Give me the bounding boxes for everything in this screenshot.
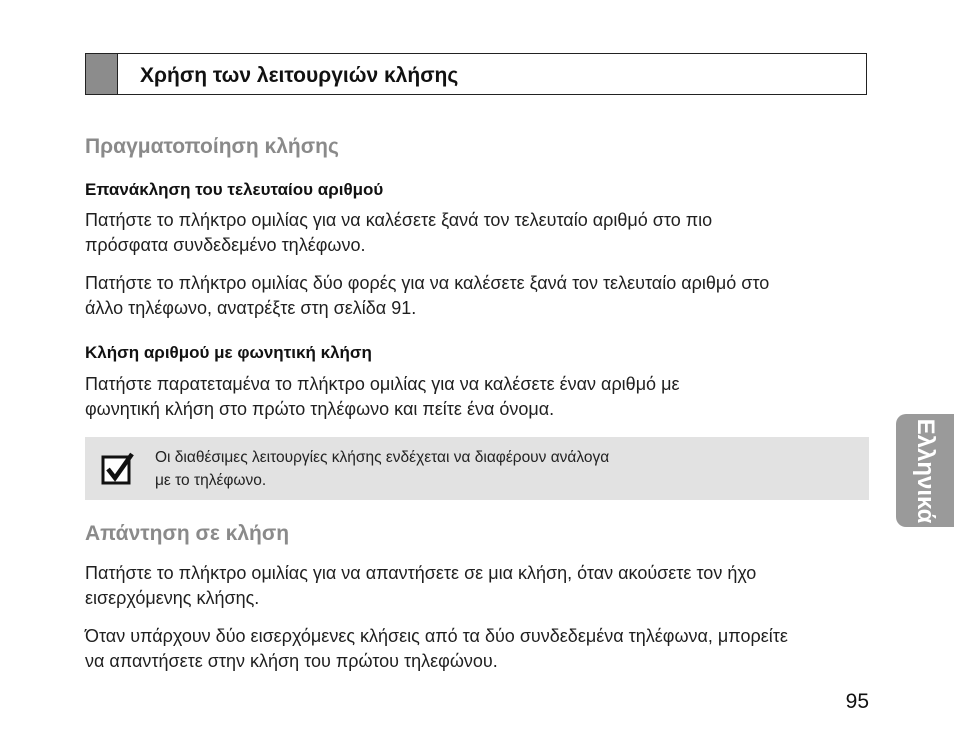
section-header-bar <box>85 53 867 95</box>
note-text <box>155 446 795 492</box>
text-line: με το τηλέφωνο. <box>155 472 267 489</box>
section-title: Χρήση των λειτουργιών κλήσης <box>140 64 459 87</box>
answering-paragraph-1 <box>85 561 875 611</box>
redial-heading: Επανάκληση του τελευταίου αριθμού <box>85 180 384 199</box>
text-line: φωνητική κλήση στο πρώτο τηλέφωνο και πείτε ένα όνομα. <box>85 399 555 419</box>
redial-paragraph-1 <box>85 208 875 258</box>
text-line: Οι διαθέσιμες λειτουργίες κλήσης ενδέχεται να διαφέρουν ανάλογα <box>155 449 610 466</box>
text-line: εισερχόμενης κλήσης. <box>85 588 260 608</box>
language-side-tab <box>896 414 954 527</box>
section-marker-block <box>86 54 118 94</box>
text-line: Πατήστε παρατεταμένα το πλήκτρο ομιλίας για να καλέσετε έναν αριθμό με <box>85 374 680 394</box>
voice-dial-paragraph <box>85 372 875 422</box>
text-line: άλλο τηλέφωνο, ανατρέξτε στη σελίδα 91. <box>85 298 417 318</box>
redial-paragraph-2 <box>85 271 875 321</box>
making-call-heading: Πραγματοποίηση κλήσης <box>85 135 339 158</box>
checkbox-check-icon <box>101 451 135 485</box>
voice-dial-heading: Κλήση αριθμού με φωνητική κλήση <box>85 343 372 362</box>
language-tab-label: Ελληνικά <box>912 418 939 523</box>
text-line: Όταν υπάρχουν δύο εισερχόμενες κλήσεις από τα δύο συνδεδεμένα τηλέφωνα, μπορείτε <box>85 626 788 646</box>
answering-paragraph-2 <box>85 624 875 674</box>
text-line: Πατήστε το πλήκτρο ομιλίας για να καλέσετε ξανά τον τελευταίο αριθμό στο πιο <box>85 210 713 230</box>
text-line: πρόσφατα συνδεδεμένο τηλέφωνο. <box>85 235 366 255</box>
page-number: 95 <box>845 690 869 713</box>
note-box <box>85 437 869 500</box>
text-line: Πατήστε το πλήκτρο ομιλίας δύο φορές για να καλέσετε ξανά τον τελευταίο αριθμό στο <box>85 273 770 293</box>
text-line: να απαντήσετε στην κλήση του πρώτου τηλεφώνου. <box>85 651 498 671</box>
answering-heading: Απάντηση σε κλήση <box>85 522 290 545</box>
text-line: Πατήστε το πλήκτρο ομιλίας για να απαντήσετε σε μια κλήση, όταν ακούσετε τον ήχο <box>85 563 757 583</box>
